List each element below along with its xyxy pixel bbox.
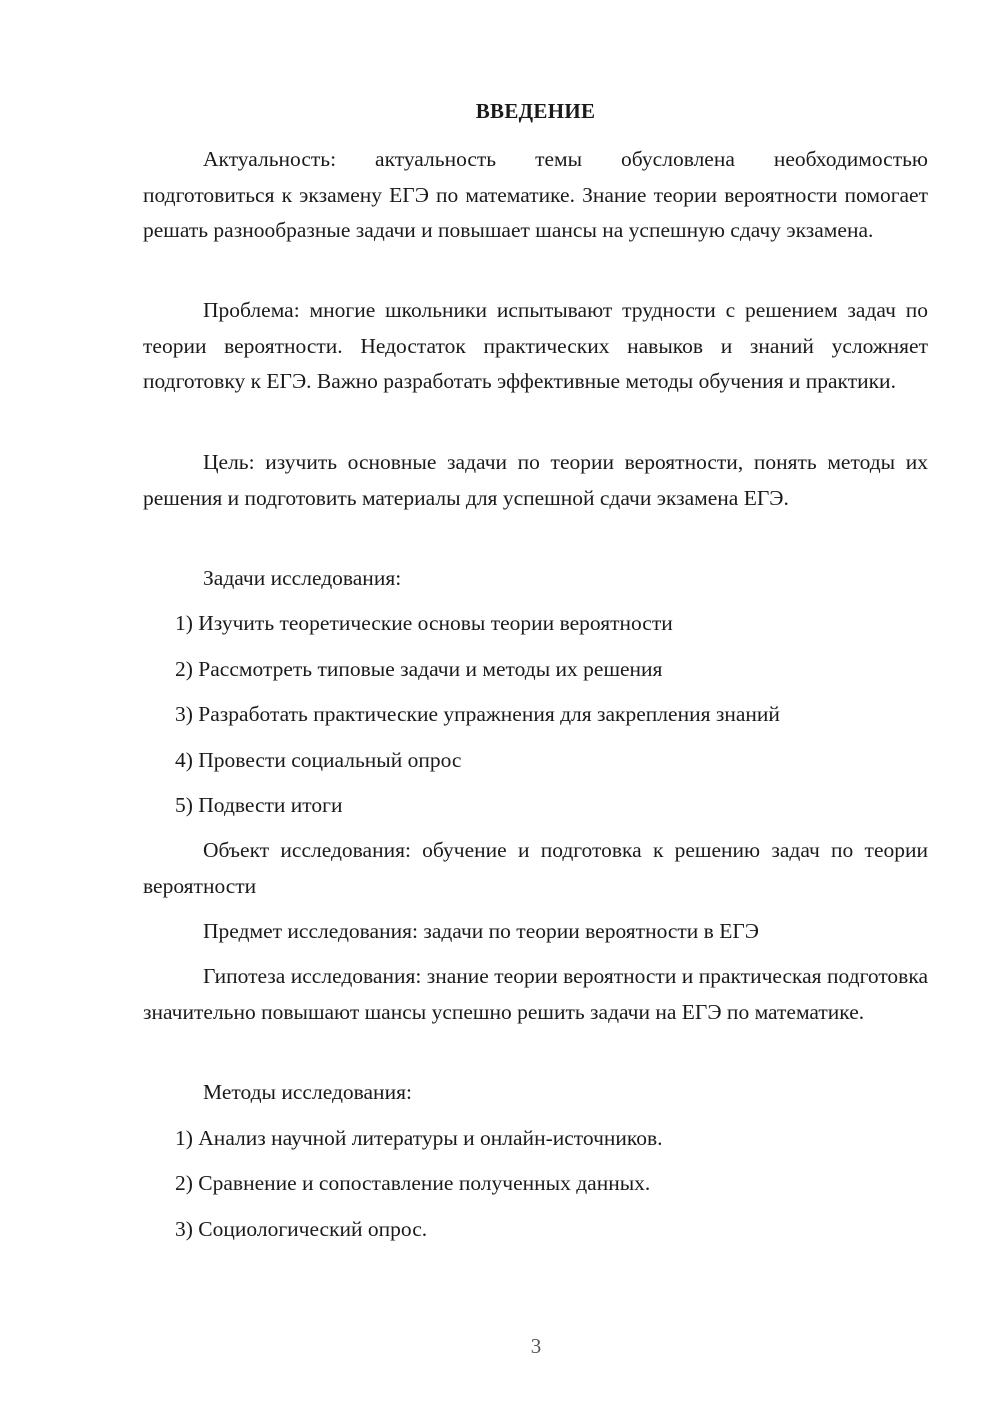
methods-heading: Методы исследования: — [203, 1080, 412, 1104]
task-item: 5) Подвести итоги — [175, 793, 343, 817]
method-item: 3) Социологический опрос. — [175, 1217, 428, 1241]
problem-paragraph: Проблема: многие школьники испытывают трудности с решением задач по теории вероятности. Недостаток практических навыков и знаний усложняет подготовку к ЕГЭ. Важно разработать эффективные методы обучения и практики. — [143, 298, 928, 393]
subject-line: Предмет исследования: задачи по теории вероятности в ЕГЭ — [203, 919, 759, 943]
goal-paragraph: Цель: изучить основные задачи по теории вероятности, понять методы их решения и подготовить материалы для успешной сдачи экзамена ЕГЭ. — [143, 450, 928, 510]
page-title: ВВЕДЕНИЕ — [475, 99, 596, 123]
task-item: 3) Разработать практические упражнения для закрепления знаний — [175, 702, 780, 726]
task-item: 1) Изучить теоретические основы теории вероятности — [175, 611, 673, 635]
task-item: 2) Рассмотреть типовые задачи и методы их решения — [175, 657, 663, 681]
page-number: 3 — [530, 1334, 542, 1358]
method-item: 1) Анализ научной литературы и онлайн-источников. — [175, 1126, 663, 1150]
relevance-paragraph: Актуальность: актуальность темы обусловлена необходимостью подготовиться к экзамену ЕГЭ по математике. Знание теории вероятности помогает решать разнообразные задачи и повышает шансы на успешную сдачу экзамена. — [143, 147, 928, 242]
task-item: 4) Провести социальный опрос — [175, 748, 462, 772]
object-paragraph: Объект исследования: обучение и подготовка к решению задач по теории вероятности — [143, 838, 928, 898]
method-item: 2) Сравнение и сопоставление полученных данных. — [175, 1171, 651, 1195]
tasks-heading: Задачи исследования: — [203, 566, 402, 590]
hypothesis-paragraph: Гипотеза исследования: знание теории вероятности и практическая подготовка значительно повышают шансы успешно решить задачи на ЕГЭ по математике. — [143, 964, 928, 1024]
